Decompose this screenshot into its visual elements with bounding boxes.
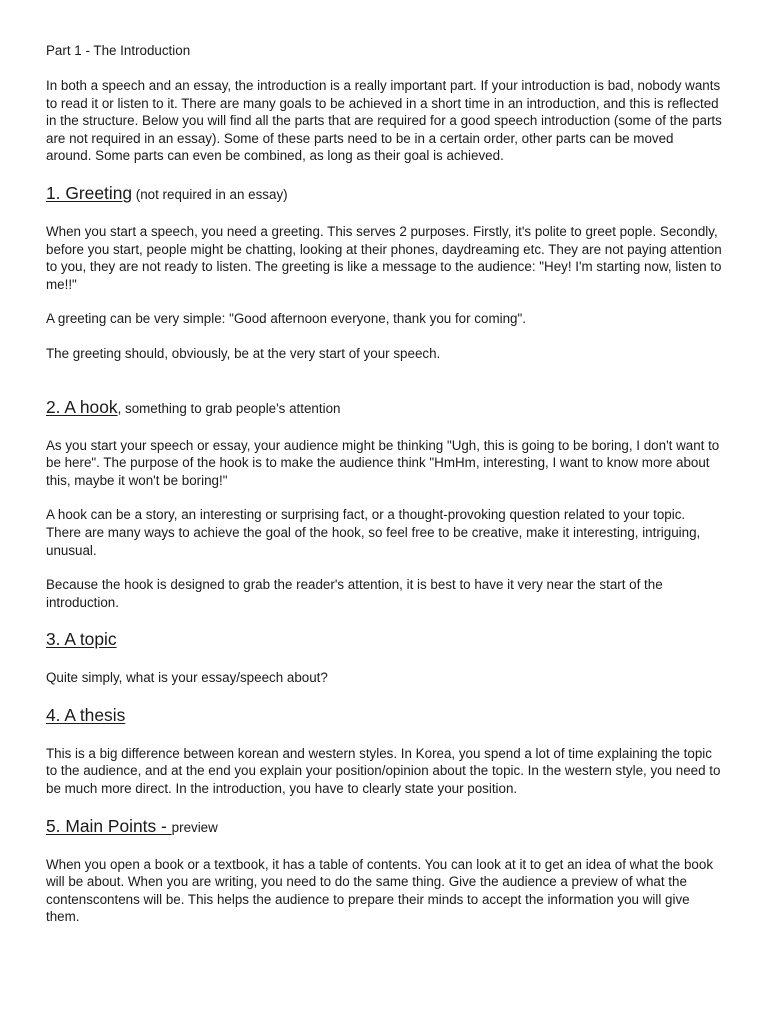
section-paragraph: As you start your speech or essay, your audience might be thinking "Ugh, this is going to be boring, I don't want to be here". The purpose of the hook is to make the audience think "HmHm, interesting, I want to know more about this, maybe it won't be boring!" — [46, 437, 720, 488]
section-title: 5. Main Points - — [46, 815, 172, 836]
document-title: Part 1 - The Introduction — [46, 43, 191, 58]
section-paragraph: Because the hook is designed to grab the reader's attention, it is best to have it very near the start of the introduction. — [46, 577, 663, 610]
section-title: 2. A hook — [46, 396, 118, 417]
intro-paragraph: In both a speech and an essay, the introduction is a really important part. If your introduction is bad, nobody wants to read it or listen to it. There are many goals to be achieved in a short time in an introduction, and this is reflected in the structure. Below you will find all the parts that are required for a good speech introduction (some of the parts are not required in an essay). Some of these parts need to be in a certain order, other parts can be moved around. Some parts can even be combined, as long as their goal is achieved. — [46, 78, 722, 164]
section-paragraph: A hook can be a story, an interesting or surprising fact, or a thought-provoking question related to your topic. There are many ways to achieve the goal of the hook, so feel free to be creative, make it interesting, intriguing, unusual. — [46, 507, 701, 558]
section-paragraph: When you start a speech, you need a greeting. This serves 2 purposes. Firstly, it's polite to greet pople. Secondly, before you start, people might be chatting, looking at their phones, daydreaming etc. They are not paying attention to you, they are not ready to listen. The greeting is like a message to the audience: "Hey! I'm starting now, listen to me!!" — [46, 223, 722, 292]
section-title: 3. A topic — [46, 629, 117, 650]
section-paragraph: A greeting can be very simple: "Good afternoon everyone, thank you for coming". — [46, 311, 526, 327]
section-title: 4. A thesis — [46, 704, 126, 725]
section-subtitle: , something to grab people's attention — [117, 400, 341, 416]
section-title: 1. Greeting — [46, 182, 133, 203]
section-paragraph: This is a big difference between korean and western styles. In Korea, you spend a lot of time explaining the topic to the audience, and at the end you explain your position/opinion about the topic. In the western style, you need to be much more direct. In the introduction, you have to clearly state your position. — [46, 745, 721, 797]
section-subtitle: (not required in an essay) — [132, 186, 288, 202]
section-heading-thesis — [46, 704, 722, 728]
section-paragraph: When you open a book or a textbook, it has a table of contents. You can look at it to get an idea of what the book will be about. When you are writing, you need to do the same thing. Give the audience a preview of what the contenscontens will be. This helps the audience to prepare their minds to accept the information you will give them. — [46, 856, 714, 925]
section-paragraph: Quite simply, what is your essay/speech about? — [46, 670, 328, 686]
section-subtitle: preview — [171, 819, 218, 835]
section-heading-main-points — [46, 815, 722, 839]
section-paragraph: The greeting should, obviously, be at the very start of your speech. — [46, 345, 441, 361]
section-heading-topic — [46, 628, 722, 652]
section-heading-greeting — [46, 182, 722, 206]
section-heading-hook — [46, 396, 722, 420]
